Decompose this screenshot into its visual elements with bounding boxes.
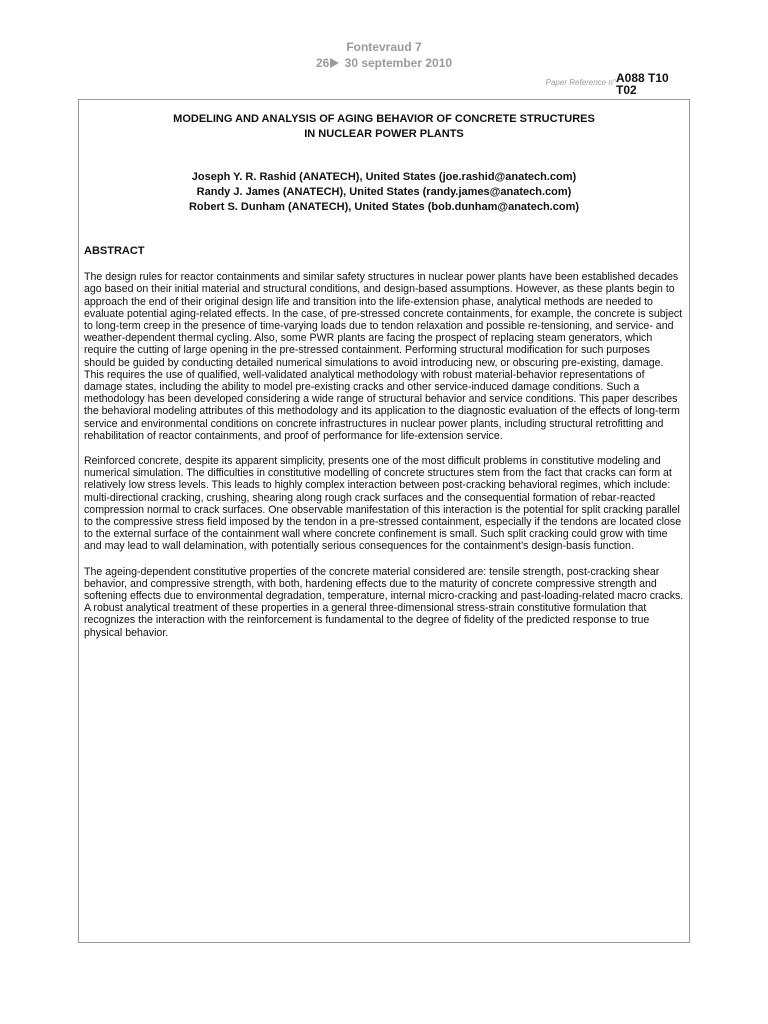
paper-content bbox=[84, 112, 684, 652]
date-rest: 30 september 2010 bbox=[344, 56, 453, 70]
event-name: Fontevraud 7 bbox=[346, 40, 422, 54]
abstract-heading: ABSTRACT bbox=[84, 245, 145, 257]
paper-reference-label: Paper Reference n° bbox=[545, 78, 616, 87]
abstract-paragraph: The design rules for reactor containments and similar safety structures in nuclear power plants have been established decades ago based on their initial material and structural conditions, and design-based assumptions. However, as these plants begin to approach the end of their original design life and transition into the life-extension phase, analytical methods are needed to evaluate potential aging-related effects. In the case, of pre-stressed concrete containments, for example, the concrete is subject to long-term creep in the presence of time-varying loads due to tendon relaxation and possible re-tensioning, and service- and weather-dependent thermal cycling. Also, some PWR plants are facing the prospect of replacing steam generators, which require the cutting of large opening in the pre-stressed containment. Performing structural modification for such purposes should be guided by conducting detailed numerical simulations to avoid introducing new, or obscuring pre-existing, damage. This requires the use of qualified, well-validated analytical methodology with robust material-behavior representations of damage states, including the ability to model pre-existing cracks and other service-induced damage conditions. Such a methodology has been developed considering a wide range of structural behavior and service conditions. This paper describes the behavioral modeling attributes of this methodology and its application to the diagnostic evaluation of the effects of long-term service and environmental conditions on concrete infrastructures in nuclear power plants, including structural retrofitting and rehabilitation of reactor containments, and proof of performance for life-extension service. bbox=[84, 271, 683, 442]
abstract-paragraph: Reinforced concrete, despite its apparent simplicity, presents one of the most difficult problems in constitutive modeling and numerical simulation. The difficulties in constitutive modelling of concrete structures stem from the fact that cracks can form at relatively low stress levels. This leads to highly complex interaction between post-cracking behavioral regimes, which include: multi-directional cracking, crushing, shearing along rough crack surfaces and the consequential formation of rebar-reacted compression normal to crack surfaces. One observable manifestation of this interaction is the potential for split cracking parallel to the compressive stress field imposed by the tendon in a pre-stressed containment, especially if the tendons are located close to the external surface of the containment wall where concrete confinement is small. Such split cracking could grow with time and may lead to wall delamination, with potentially serious consequences for the containment’s design-basis function. bbox=[84, 455, 682, 553]
author-list bbox=[84, 170, 684, 215]
author-line: Joseph Y. R. Rashid (ANATECH), United States (joe.rashid@anatech.com) bbox=[191, 171, 577, 183]
abstract-paragraph: The ageing-dependent constitutive properties of the concrete material considered are: tensile strength, post-cracking shear behavior, and compressive strength, with both, hardening effects due to the maturity of concrete compressive strength and softening effects due to environmental degradation, temperature, internal micro-cracking and past-loading-related macro cracks. A robust analytical treatment of these properties in a general three-dimensional stress-strain constitutive formulation that recognizes the interaction with the reinforcement is fundamental to the degree of fidelity of the predicted response to true physical behavior. bbox=[84, 565, 684, 639]
date-start: 26 bbox=[315, 56, 330, 70]
paper-reference-code: A088 T10 T02 bbox=[616, 72, 669, 94]
event-dates bbox=[0, 56, 768, 70]
author-line: Randy J. James (ANATECH), United States (randy.james@anatech.com) bbox=[196, 186, 572, 198]
arrow-right-icon bbox=[330, 58, 339, 68]
title-line-1: MODELING AND ANALYSIS OF AGING BEHAVIOR OF CONCRETE STRUCTURES bbox=[173, 113, 595, 125]
author-line: Robert S. Dunham (ANATECH), United States (bob.dunham@anatech.com) bbox=[188, 201, 580, 213]
paper-title bbox=[84, 112, 684, 142]
title-line-2: IN NUCLEAR POWER PLANTS bbox=[304, 128, 464, 140]
paper-reference bbox=[546, 72, 670, 94]
